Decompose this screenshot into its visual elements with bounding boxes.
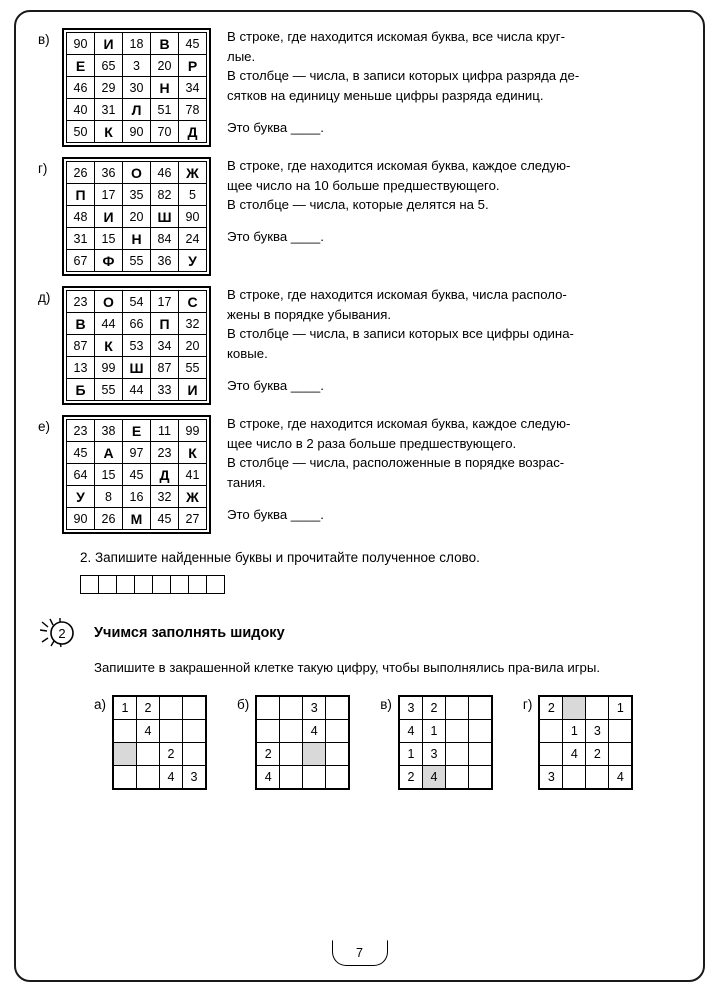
grid-cell-number: 50 [67, 121, 95, 143]
grid-cell-letter: Б [67, 379, 95, 401]
sudoku-cell [280, 720, 303, 743]
tasks-container [38, 28, 681, 534]
page-number: 7 [332, 940, 388, 966]
sudoku-cell-shaded[interactable] [563, 696, 586, 720]
sudoku-cell [113, 720, 137, 743]
sudoku-cell: 3 [539, 766, 563, 790]
grid-row [67, 77, 207, 99]
grid-cell-number: 18 [123, 33, 151, 55]
grid-cell-number: 8 [95, 486, 123, 508]
sudoku-cell: 1 [399, 743, 423, 766]
task-text-line: сятков на единицу меньше цифры разряда единиц. [227, 88, 544, 104]
sudoku-cell [445, 743, 468, 766]
grid-cell-letter: Е [67, 55, 95, 77]
grid-cell-number: 26 [95, 508, 123, 530]
grid-row [67, 486, 207, 508]
grid-cell-number: 82 [151, 184, 179, 206]
sudoku-cell: 4 [609, 766, 633, 790]
grid-cell-letter: К [95, 121, 123, 143]
sudoku-cell [445, 766, 468, 790]
grid-cell-number: 66 [123, 313, 151, 335]
sudoku-row [399, 766, 492, 790]
task-block [38, 286, 681, 405]
sudoku-cell: 4 [256, 766, 280, 790]
sudoku-row [256, 720, 349, 743]
grid-cell-number: 41 [179, 464, 207, 486]
grid-cell-number: 23 [67, 291, 95, 313]
task-text-line: В столбце — числа, которые делятся на 5. [227, 197, 489, 213]
grid-cell-number: 33 [151, 379, 179, 401]
task-text-line: В строке, где находится искомая буква, каждое следую- [227, 158, 571, 173]
sudoku-cell [326, 720, 350, 743]
sudoku-cell [137, 743, 160, 766]
grid-cell-letter: Л [123, 99, 151, 121]
grid-cell-number: 87 [67, 335, 95, 357]
sudoku-cell: 2 [422, 696, 445, 720]
sudoku-cell [256, 720, 280, 743]
sudoku-cell [256, 696, 280, 720]
grid-cell-number: 34 [151, 335, 179, 357]
grid-cell-number: 40 [67, 99, 95, 121]
task-text-line: В строке, где находится искомая буква, все числа круг- [227, 29, 565, 44]
grid-cell-number: 90 [67, 508, 95, 530]
task-text-line: щее число в 2 раза больше предшествующего. [227, 435, 517, 451]
grid-cell-letter: Д [151, 464, 179, 486]
section-badge-number: 2 [58, 626, 66, 641]
word-answer-boxes[interactable] [80, 575, 681, 594]
task-text-line: ковые. [227, 346, 268, 362]
sudoku-container [94, 695, 681, 790]
task-text [211, 157, 681, 248]
sudoku-row [256, 766, 349, 790]
grid-cell-letter: И [95, 33, 123, 55]
sudoku-block [380, 695, 493, 790]
sudoku-cell: 2 [137, 696, 160, 720]
grid-cell-letter: Ж [179, 162, 207, 184]
grid-row [67, 206, 207, 228]
task-answer-line[interactable]: Это буква ____. [227, 229, 324, 245]
section-heading [38, 616, 681, 650]
sudoku-cell [468, 766, 492, 790]
task-text-line: В столбце — числа, в записи которых цифра разряда де- [227, 68, 580, 84]
grid-cell-number: 3 [123, 55, 151, 77]
grid-cell-number: 67 [67, 250, 95, 272]
grid-cell-letter: И [95, 206, 123, 228]
sudoku-cell: 4 [399, 720, 423, 743]
item-2-text: 2. Запишите найденные буквы и прочитайте полученное слово. [80, 550, 480, 565]
task-label: г) [38, 161, 48, 176]
sudoku-label: а) [94, 697, 107, 713]
grid-cell-number: 46 [67, 77, 95, 99]
grid-row [67, 335, 207, 357]
sudoku-cell: 4 [303, 720, 326, 743]
word-answer-box[interactable] [134, 575, 153, 594]
task-text-line: лые. [227, 48, 256, 64]
sudoku-row [399, 743, 492, 766]
sudoku-cell [539, 743, 563, 766]
sudoku-cell: 1 [609, 696, 633, 720]
grid-row [67, 379, 207, 401]
word-answer-box[interactable] [170, 575, 189, 594]
sudoku-row [256, 696, 349, 720]
task-label: е) [38, 419, 51, 434]
grid-cell-letter: П [67, 184, 95, 206]
sudoku-cell-shaded[interactable] [303, 743, 326, 766]
number-letter-grid [62, 28, 211, 147]
grid-cell-letter: С [179, 291, 207, 313]
grid-cell-number: 31 [67, 228, 95, 250]
task-text-line: тания. [227, 475, 266, 491]
word-answer-box[interactable] [188, 575, 207, 594]
grid-cell-number: 45 [179, 33, 207, 55]
grid-cell-number: 45 [151, 508, 179, 530]
sudoku-cell-shaded[interactable]: 4 [422, 766, 445, 790]
sudoku-cell: 2 [586, 743, 609, 766]
sudoku-cell [609, 743, 633, 766]
sun-badge-icon [38, 616, 88, 650]
task-text-line: В строке, где находится искомая буква, числа располо- [227, 287, 567, 302]
grid-cell-number: 15 [95, 464, 123, 486]
sudoku-cell-shaded[interactable] [113, 743, 137, 766]
sudoku-cell [468, 720, 492, 743]
sudoku-row [113, 766, 206, 790]
sudoku-cell [586, 696, 609, 720]
grid-cell-number: 26 [67, 162, 95, 184]
grid-cell-number: 55 [123, 250, 151, 272]
sudoku-cell [160, 696, 183, 720]
sudoku-cell [326, 766, 350, 790]
grid-cell-letter: О [95, 291, 123, 313]
grid-cell-number: 45 [67, 442, 95, 464]
grid-cell-letter: Ф [95, 250, 123, 272]
task-answer-line[interactable]: Это буква ____. [227, 119, 324, 135]
grid-cell-number: 20 [151, 55, 179, 77]
grid-cell-number: 5 [179, 184, 207, 206]
sudoku-cell [609, 720, 633, 743]
grid-row [67, 464, 207, 486]
grid-cell-number: 45 [123, 464, 151, 486]
task-answer-line[interactable]: Это буква ____. [227, 377, 324, 393]
grid-row [67, 313, 207, 335]
sudoku-cell [280, 696, 303, 720]
sudoku-cell [183, 720, 207, 743]
grid-cell-number: 65 [95, 55, 123, 77]
sudoku-cell [113, 766, 137, 790]
task-text-line: В столбце — числа, расположенные в порядке возрас- [227, 455, 565, 471]
section-description: Запишите в закрашенной клетке такую цифру, чтобы выполнялись пра-вила игры. [94, 660, 600, 675]
sudoku-cell: 4 [137, 720, 160, 743]
sudoku-cell [445, 720, 468, 743]
grid-cell-number: 20 [179, 335, 207, 357]
grid-cell-letter: У [179, 250, 207, 272]
grid-cell-number: 32 [179, 313, 207, 335]
grid-cell-number: 23 [151, 442, 179, 464]
grid-cell-number: 90 [179, 206, 207, 228]
sudoku-label: б) [237, 697, 250, 713]
task-block [38, 415, 681, 534]
grid-cell-letter: К [179, 442, 207, 464]
grid-cell-number: 99 [95, 357, 123, 379]
grid-cell-number: 23 [67, 420, 95, 442]
task-label: д) [38, 290, 51, 305]
sudoku-cell [586, 766, 609, 790]
grid-row [67, 250, 207, 272]
grid-cell-letter: И [179, 379, 207, 401]
sudoku-cell [445, 696, 468, 720]
grid-cell-number: 15 [95, 228, 123, 250]
task-block [38, 28, 681, 147]
grid-cell-number: 70 [151, 121, 179, 143]
grid-row [67, 33, 207, 55]
grid-row [67, 55, 207, 77]
grid-row [67, 508, 207, 530]
grid-cell-number: 51 [151, 99, 179, 121]
grid-cell-number: 27 [179, 508, 207, 530]
sudoku-cell: 1 [563, 720, 586, 743]
grid-cell-number: 13 [67, 357, 95, 379]
grid-cell-number: 29 [95, 77, 123, 99]
grid-cell-number: 55 [95, 379, 123, 401]
sudoku-cell: 2 [256, 743, 280, 766]
grid-cell-letter: У [67, 486, 95, 508]
grid-cell-number: 64 [67, 464, 95, 486]
sudoku-cell: 3 [303, 696, 326, 720]
task-text [211, 286, 681, 397]
sudoku-cell: 3 [399, 696, 423, 720]
grid-row [67, 99, 207, 121]
grid-cell-number: 31 [95, 99, 123, 121]
grid-cell-letter: Д [179, 121, 207, 143]
grid-cell-number: 17 [151, 291, 179, 313]
grid-cell-number: 53 [123, 335, 151, 357]
task-text-line: В строке, где находится искомая буква, каждое следую- [227, 416, 571, 431]
grid-cell-number: 54 [123, 291, 151, 313]
grid-cell-letter: Н [151, 77, 179, 99]
grid-cell-number: 16 [123, 486, 151, 508]
task-text-line: жены в порядке убывания. [227, 306, 392, 322]
sudoku-row [399, 720, 492, 743]
grid-row [67, 442, 207, 464]
grid-cell-letter: В [67, 313, 95, 335]
grid-row [67, 357, 207, 379]
number-letter-grid [62, 157, 211, 276]
grid-cell-letter: К [95, 335, 123, 357]
sudoku-cell: 3 [183, 766, 207, 790]
task-text [211, 415, 681, 526]
sudoku-cell [280, 766, 303, 790]
sudoku-block [237, 695, 350, 790]
grid-row [67, 162, 207, 184]
sudoku-label: в) [380, 697, 392, 713]
sudoku-row [539, 743, 632, 766]
grid-cell-letter: А [95, 442, 123, 464]
grid-cell-letter: Ж [179, 486, 207, 508]
sudoku-row [256, 743, 349, 766]
sudoku-cell: 1 [113, 696, 137, 720]
grid-cell-number: 30 [123, 77, 151, 99]
task-block [38, 157, 681, 276]
grid-cell-number: 90 [123, 121, 151, 143]
sudoku-block [94, 695, 207, 790]
grid-cell-number: 38 [95, 420, 123, 442]
page-footer [16, 940, 703, 966]
word-answer-box[interactable] [116, 575, 135, 594]
sudoku-cell: 3 [586, 720, 609, 743]
task-text [211, 28, 681, 139]
sudoku-cell [160, 720, 183, 743]
grid-cell-number: 84 [151, 228, 179, 250]
grid-cell-number: 44 [95, 313, 123, 335]
grid-cell-number: 44 [123, 379, 151, 401]
word-answer-box[interactable] [152, 575, 171, 594]
sudoku-cell [468, 743, 492, 766]
section-title: Учимся заполнять шидоку [94, 625, 285, 641]
grid-cell-number: 90 [67, 33, 95, 55]
grid-cell-number: 48 [67, 206, 95, 228]
item-2 [80, 550, 681, 594]
grid-cell-number: 20 [123, 206, 151, 228]
sudoku-cell: 4 [563, 743, 586, 766]
sudoku-row [113, 696, 206, 720]
sudoku-cell [468, 696, 492, 720]
grid-row [67, 291, 207, 313]
grid-cell-letter: Н [123, 228, 151, 250]
task-answer-line[interactable]: Это буква ____. [227, 506, 324, 522]
grid-row [67, 121, 207, 143]
worksheet-page [14, 10, 705, 982]
grid-cell-number: 17 [95, 184, 123, 206]
word-answer-box[interactable] [80, 575, 99, 594]
sudoku-cell: 3 [422, 743, 445, 766]
grid-cell-number: 11 [151, 420, 179, 442]
grid-cell-letter: О [123, 162, 151, 184]
grid-cell-number: 32 [151, 486, 179, 508]
grid-cell-number: 46 [151, 162, 179, 184]
sudoku-row [539, 766, 632, 790]
sudoku-row [539, 720, 632, 743]
word-answer-box[interactable] [206, 575, 225, 594]
sudoku-cell: 4 [160, 766, 183, 790]
grid-cell-letter: П [151, 313, 179, 335]
sudoku-cell: 2 [399, 766, 423, 790]
grid-cell-number: 97 [123, 442, 151, 464]
grid-cell-number: 34 [179, 77, 207, 99]
sudoku-block [523, 695, 633, 790]
sudoku-cell [137, 766, 160, 790]
grid-cell-letter: В [151, 33, 179, 55]
grid-cell-letter: Е [123, 420, 151, 442]
sudoku-cell [563, 766, 586, 790]
grid-cell-number: 35 [123, 184, 151, 206]
sudoku-row [399, 696, 492, 720]
number-letter-grid [62, 286, 211, 405]
grid-cell-number: 55 [179, 357, 207, 379]
grid-cell-letter: М [123, 508, 151, 530]
sudoku-cell: 1 [422, 720, 445, 743]
sudoku-cell [326, 696, 350, 720]
sudoku-row [539, 696, 632, 720]
sudoku-label: г) [522, 697, 533, 713]
sudoku-row [113, 720, 206, 743]
grid-row [67, 184, 207, 206]
task-text-line: щее число на 10 больше предшествующего. [227, 177, 500, 193]
grid-row [67, 228, 207, 250]
grid-cell-number: 78 [179, 99, 207, 121]
grid-cell-number: 36 [151, 250, 179, 272]
number-letter-grid [62, 415, 211, 534]
sudoku-cell [326, 743, 350, 766]
sudoku-cell: 2 [160, 743, 183, 766]
sudoku-cell [183, 696, 207, 720]
grid-cell-number: 87 [151, 357, 179, 379]
grid-cell-number: 99 [179, 420, 207, 442]
sudoku-cell: 2 [539, 696, 563, 720]
page-content [38, 28, 681, 964]
grid-cell-letter: Р [179, 55, 207, 77]
task-label: в) [38, 32, 50, 47]
task-text-line: В столбце — числа, в записи которых все цифры одина- [227, 326, 574, 342]
grid-cell-letter: Ш [151, 206, 179, 228]
sudoku-cell [183, 743, 207, 766]
sudoku-cell [280, 743, 303, 766]
grid-cell-number: 24 [179, 228, 207, 250]
sudoku-row [113, 743, 206, 766]
grid-cell-letter: Ш [123, 357, 151, 379]
grid-row [67, 420, 207, 442]
sudoku-cell [303, 766, 326, 790]
word-answer-box[interactable] [98, 575, 117, 594]
grid-cell-number: 36 [95, 162, 123, 184]
sudoku-cell [539, 720, 563, 743]
